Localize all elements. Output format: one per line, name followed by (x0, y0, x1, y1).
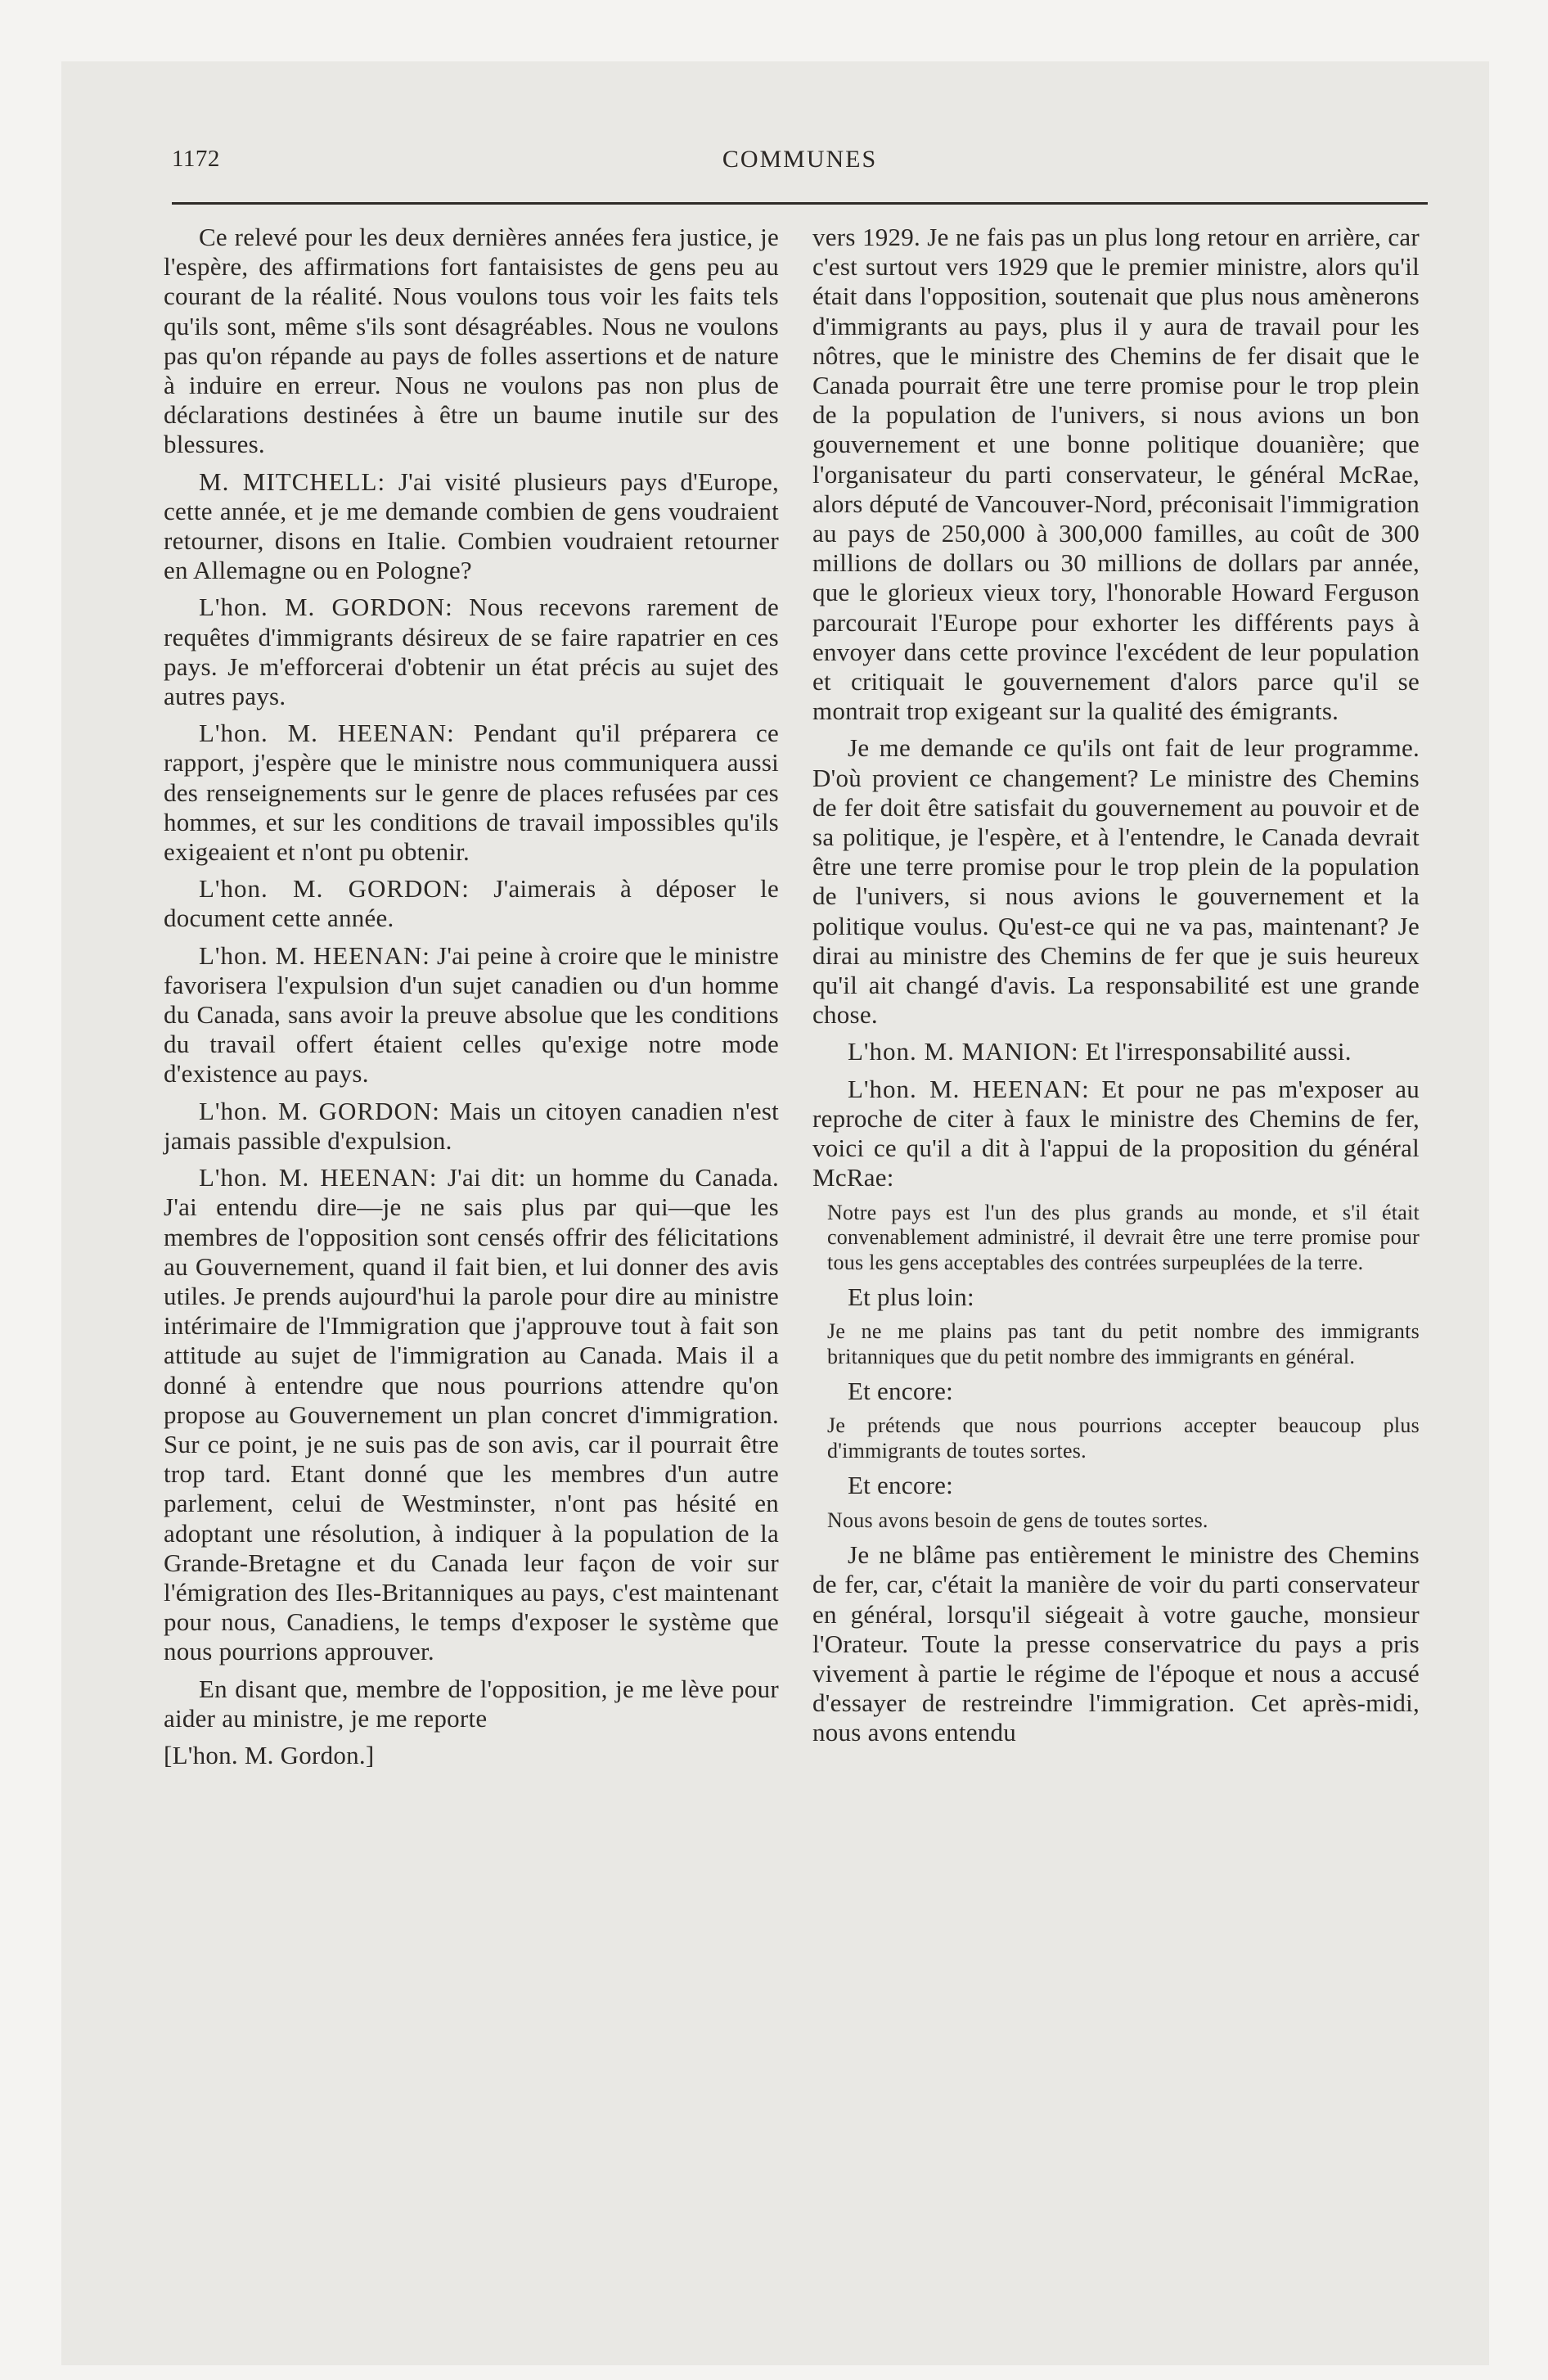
speaker-name: M. MITCHELL: (199, 467, 386, 496)
speech-heenan (164, 941, 779, 1089)
page-number: 1172 (172, 146, 220, 172)
speaker-name: L'hon. M. HEENAN: (199, 719, 455, 748)
speech-manion (812, 1037, 1420, 1066)
speaker-name: L'hon. M. HEENAN: (848, 1074, 1090, 1103)
speech-text: J'aimerais à déposer le document cette année. (164, 874, 779, 933)
speech-text: Et pour ne pas m'exposer au reproche de citer à faux le ministre des Chemins de fer, voici ce qu'il a dit à l'appui de la proposition du général McRae: (812, 1074, 1420, 1192)
running-title: COMMUNES (722, 146, 878, 173)
speaker-footnote: [L'hon. M. Gordon.] (164, 1740, 375, 1769)
speech-heenan (812, 1075, 1420, 1193)
speaker-name: L'hon. M. MANION: (848, 1037, 1079, 1066)
block-quote: Nous avons besoin de gens de toutes sortes. (827, 1508, 1208, 1532)
paragraph: Je me demande ce qu'ils ont fait de leur programme. D'où provient ce changement? Le ministre des Chemins de fer doit être satisfait du gouvernement au pouvoir et de sa politique, je l'espère, et à l'entendre, le Canada devrait être une terre promise pour le trop plein de la population de l'univers, si nous avions le gouvernement et la politique voulus. Qu'est-ce qui ne va pas, maintenant? Je dirai au ministre des Chemins de fer que je suis heureux qu'il ait changé d'avis. La responsabilité est une grande chose. (812, 733, 1420, 1030)
paragraph: En disant que, membre de l'opposition, je me lève pour aider au ministre, je me reporte (164, 1674, 779, 1733)
speech-gordon (164, 874, 779, 933)
speaker-name: L'hon. M. GORDON: (199, 1096, 440, 1125)
speech-text: Mais un citoyen canadien n'est jamais passible d'expulsion. (164, 1096, 779, 1155)
speaker-name: L'hon. M. GORDON: (199, 593, 453, 622)
block-quote: Notre pays est l'un des plus grands au monde, et s'il était convenablement administré, il devrait être une terre promise pour tous les gens acceptables des contrées surpeuplées de la terre. (827, 1200, 1420, 1274)
speaker-name: L'hon. M. HEENAN: (199, 1163, 438, 1192)
speech-text: Pendant qu'il préparera ce rapport, j'espère que le ministre nous communiquera aussi des renseignements sur le genre de places refusées par ces hommes, et sur les conditions de travail impossibles qu'ils exigeaient et n'ont pu obtenir. (164, 719, 779, 867)
right-column (812, 223, 1420, 1756)
speech-text: J'ai visité plusieurs pays d'Europe, cette année, et je me demande combien de gens voudraient retourner, disons en Italie. Combien voudraient retourner en Allemagne ou en Pologne? (164, 467, 779, 585)
speech-text: J'ai dit: un homme du Canada. J'ai entendu dire—je ne sais plus par qui—que les membres de l'opposition sont censés offrir des félicitations au Gouvernement, quand il fait bien, et lui donner des avis utiles. Je prends aujourd'hui la parole pour dire au ministre intérimaire de l'Immigration que j'approuve tout à fait son attitude au sujet de l'immigration au Canada. Mais il a donné à entendre que nous pourrions attendre qu'on propose au Gouvernement un plan concret d'immigration. Sur ce point, je ne suis pas de son avis, car il pourrait être trop tard. Etant donné que les membres d'un autre parlement, celui de Westminster, n'ont pas hésité en adoptant une résolution, à indiquer à la population de la Grande-Bretagne et du Canada leur façon de voir sur l'émigration des Iles-Britanniques au pays, c'est maintenant pour nous, Canadiens, le temps d'exposer le système que nous pourrions approuver. (164, 1163, 779, 1666)
paragraph: vers 1929. Je ne fais pas un plus long retour en arrière, car c'est surtout vers 1929 que le premier ministre, alors qu'il était dans l'opposition, soutenait que plus nous amènerons d'immigrants au pays, plus il y aura de travail pour les nôtres, que le ministre des Chemins de fer disait que le Canada pourrait être une terre promise pour le trop plein de la population de l'univers, si nous avions un bon gouvernement et une bonne politique douanière; que l'organisateur du parti conservateur, le général McRae, alors député de Vancouver-Nord, préconisait l'immigration au pays de 250,000 à 300,000 familles, au coût de 300 millions de dollars ou 30 millions de dollars par année, que le glorieux vieux tory, l'honorable Howard Ferguson parcourait l'Europe pour exhorter les différents pays à envoyer dans cette province l'excédent de leur population et critiquait le gouvernement d'alors parce qu'il se montrait trop exigeant sur la qualité des émigrants. (812, 223, 1420, 726)
transition-text: Et encore: (848, 1377, 954, 1406)
speech-heenan (164, 719, 779, 867)
transition-text: Et plus loin: (848, 1282, 974, 1311)
header-rule (172, 202, 1428, 205)
block-quote: Je prétends que nous pourrions accepter beaucoup plus d'immigrants de toutes sortes. (827, 1413, 1420, 1463)
block-quote: Je ne me plains pas tant du petit nombre des immigrants britanniques que du petit nombre des immigrants en général. (827, 1319, 1420, 1368)
speaker-name: L'hon. M. GORDON: (199, 874, 470, 904)
speech-text: Nous recevons rarement de requêtes d'immigrants désireux de se faire rapatrier en ces pays. Je m'efforcerai d'obtenir un état précis au sujet des autres pays. (164, 593, 779, 711)
paragraph: Je ne blâme pas entièrement le ministre des Chemins de fer, car, c'était la manière de voir du parti conservateur en général, lorsqu'il siégeait à votre gauche, monsieur l'Orateur. Toute la presse conservatrice du pays a pris vivement à partie le régime de l'époque et nous a accusé d'essayer de restreindre l'immigration. Cet après-midi, nous avons entendu (812, 1540, 1420, 1747)
left-column (164, 223, 779, 1770)
paragraph: Ce relevé pour les deux dernières années fera justice, je l'espère, des affirmations fort fantaisistes de gens peu au courant de la réalité. Nous voulons tous voir les faits tels qu'ils sont, même s'ils sont désagréables. Nous ne voulons pas qu'on répande au pays de folles assertions et de nature à induire en erreur. Nous ne voulons pas non plus de déclarations destinées à être un baume inutile sur des blessures. (164, 223, 779, 459)
speech-gordon (164, 1097, 779, 1156)
speech-heenan (164, 1163, 779, 1666)
speaker-name: L'hon. M. HEENAN: (199, 940, 430, 970)
speech-gordon (164, 593, 779, 711)
speech-text: Et l'irresponsabilité aussi. (1078, 1037, 1352, 1066)
speech-mitchell (164, 467, 779, 586)
speech-text: J'ai peine à croire que le ministre favorisera l'expulsion d'un sujet canadien ou d'un homme du Canada, sans avoir la preuve absolue que les conditions du travail offert étaient celles qu'exige notre mode d'existence au pays. (164, 940, 779, 1089)
transition-text: Et encore: (848, 1471, 954, 1500)
page-header (172, 146, 1428, 178)
